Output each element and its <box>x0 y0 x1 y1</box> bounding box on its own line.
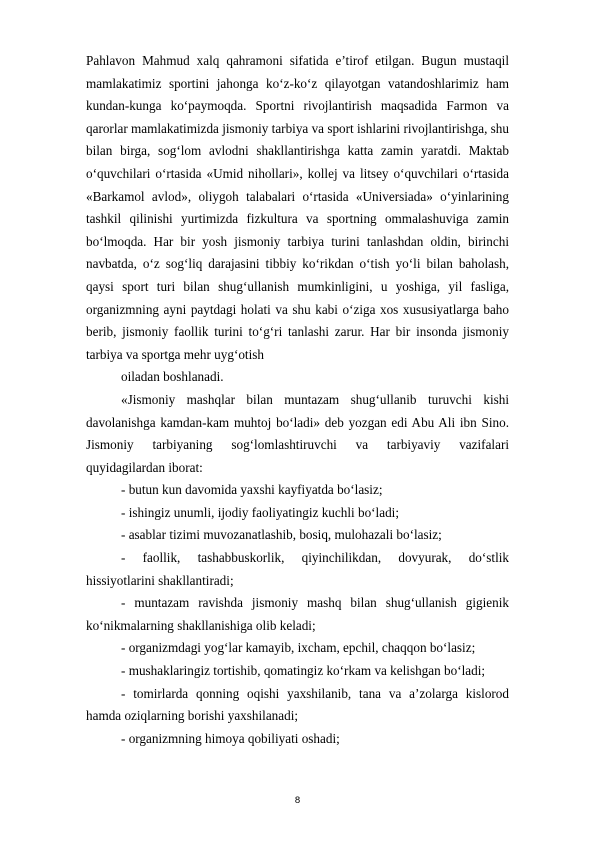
paragraph-intro: Pahlavon Mahmud xalq qahramoni sifatida e’tirof etilgan. Bugun mustaqil mamlakatimiz sportini jahonga ko‘z-ko‘z qilayotgan vatandoshlarimiz ham kundan-kunga ko‘paymoqda. Sportni rivojlantirish maqsadida Farmon va qarorlar mamlakatimizda jismoniy tarbiya va sport ishlarini rivojlantirishga, shu bilan birga, sog‘lom avlodni shakllantirishga katta zamin yaratdi. Maktab o‘quvchilari o‘rtasida «Umid nihollari», kollej va litsey o‘quvchilari o‘rtasida «Barkamol avlod», oliygoh talabalari o‘rtasida «Universiada» o‘yinlarining tashkil qilinishi yurtimizda fizkultura va sportning ommalashuviga zamin bo‘lmoqda. Har bir yosh jismoniy tarbiya turini tanlashdan oldin, birinchi navbatda, o‘z sog‘liq darajasini tibbiy ko‘rikdan o‘tish yo‘li bilan baholash, qaysi sport turi bilan shug‘ullanish mumkinligini, u yoshiga, yil fasliga, organizmning ayni paytdagi holati va shu kabi o‘ziga xos xususiyatlarga baho berib, jismoniy faollik turini to‘g‘ri tanlashi zarur. Har bir insonda jismoniy tarbiya va sportga mehr uyg‘otish <box>86 53 509 362</box>
paragraph-family: oiladan boshlanadi. <box>121 369 224 385</box>
list-item: - tomirlarda qonning oqishi yaxshilanib, tana va a’zolarga kislorod hamda oziqlarning borishi yaxshilanadi; <box>86 685 509 724</box>
page-number: 8 <box>294 795 301 806</box>
list-item: - butun kun davomida yaxshi kayfiyatda bo‘lasiz; <box>121 482 383 498</box>
list-item: - mushaklaringiz tortishib, qomatingiz ko‘rkam va kelishgan bo‘ladi; <box>121 663 486 679</box>
list-item: - asablar tizimi muvozanatlashib, bosiq, mulohazali bo‘lasiz; <box>121 527 442 543</box>
document-body <box>86 50 509 750</box>
paragraph-quote: «Jismoniy mashqlar bilan muntazam shug‘ullanib turuvchi kishi davolanishga kamdan-kam muhtoj bo‘ladi» deb yozgan edi Abu Ali ibn Sino. Jismoniy tarbiyaning sog‘lomlashtiruvchi va tarbiyaviy vazifalari quyidagilardan iborat: <box>86 391 509 475</box>
list-item: - ishingiz unumli, ijodiy faoliyatingiz kuchli bo‘ladi; <box>121 504 399 520</box>
list-item: - muntazam ravishda jismoniy mashq bilan shug‘ullanish gigienik ko‘nikmalarning shakllanishiga olib keladi; <box>86 595 509 633</box>
list-item: - organizmdagi yog‘lar kamayib, ixcham, epchil, chaqqon bo‘lasiz; <box>121 640 476 656</box>
list-item: - organizmning himoya qobiliyati oshadi; <box>121 730 340 746</box>
list-item: - faollik, tashabbuskorlik, qiyinchilikdan, dovyurak, do‘stlik hissiyotlarini shakllantiradi; <box>86 550 509 588</box>
